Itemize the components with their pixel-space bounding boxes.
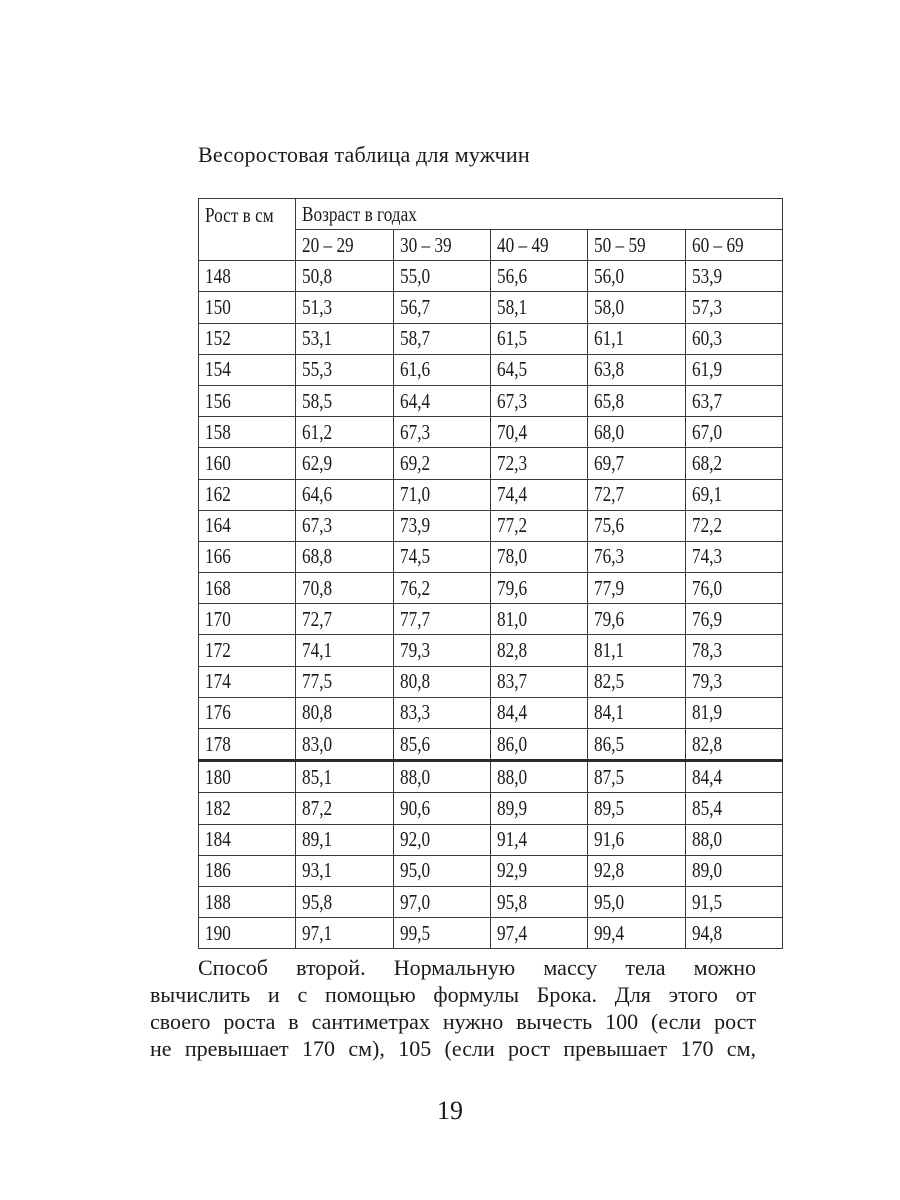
weight-cell: 72,2 <box>685 510 782 541</box>
weight-cell: 78,0 <box>490 541 587 572</box>
table-row <box>199 918 783 949</box>
height-cell: 152 <box>199 323 296 354</box>
weight-cell: 79,3 <box>685 666 782 697</box>
age-group-cell: 30 – 39 <box>393 230 490 261</box>
table-row <box>199 510 783 541</box>
weight-cell: 69,1 <box>685 479 782 510</box>
table-row <box>199 261 783 292</box>
weight-cell: 61,6 <box>393 354 490 385</box>
weight-cell: 93,1 <box>296 855 393 886</box>
body-paragraph <box>150 954 756 1062</box>
weight-cell: 72,3 <box>490 448 587 479</box>
paragraph-line: вычислить и с помощью формулы Брока. Для этого от <box>150 982 756 1007</box>
weight-cell: 74,4 <box>490 479 587 510</box>
weight-cell: 76,9 <box>685 604 782 635</box>
table-row <box>199 573 783 604</box>
table-row <box>199 855 783 886</box>
weight-cell: 80,8 <box>393 666 490 697</box>
weight-cell: 63,8 <box>588 354 685 385</box>
weight-cell: 53,1 <box>296 323 393 354</box>
weight-cell: 88,0 <box>393 761 490 793</box>
height-cell: 154 <box>199 354 296 385</box>
age-group-cell: 20 – 29 <box>296 230 393 261</box>
weight-cell: 88,0 <box>685 824 782 855</box>
weight-cell: 89,0 <box>685 855 782 886</box>
weight-cell: 76,0 <box>685 573 782 604</box>
height-cell: 162 <box>199 479 296 510</box>
weight-cell: 56,0 <box>588 261 685 292</box>
weight-cell: 64,5 <box>490 354 587 385</box>
weight-cell: 80,8 <box>296 697 393 728</box>
weight-cell: 95,8 <box>490 886 587 917</box>
weight-cell: 71,0 <box>393 479 490 510</box>
weight-cell: 91,4 <box>490 824 587 855</box>
page-number: 19 <box>437 1096 463 1125</box>
weight-cell: 92,8 <box>588 855 685 886</box>
table-body <box>199 261 783 949</box>
weight-cell: 81,9 <box>685 697 782 728</box>
weight-cell: 82,5 <box>588 666 685 697</box>
table-row <box>199 417 783 448</box>
weight-cell: 68,2 <box>685 448 782 479</box>
weight-cell: 89,9 <box>490 793 587 824</box>
weight-cell: 87,2 <box>296 793 393 824</box>
weight-cell: 83,0 <box>296 729 393 761</box>
weight-cell: 70,8 <box>296 573 393 604</box>
weight-cell: 58,1 <box>490 292 587 323</box>
weight-cell: 63,7 <box>685 385 782 416</box>
paragraph-line: не превышает 170 см), 105 (если рост превышает 170 см, <box>150 1036 756 1061</box>
weight-cell: 95,0 <box>588 886 685 917</box>
table-row <box>199 824 783 855</box>
weight-cell: 77,2 <box>490 510 587 541</box>
height-cell: 190 <box>199 918 296 949</box>
weight-cell: 69,2 <box>393 448 490 479</box>
weight-cell: 61,9 <box>685 354 782 385</box>
age-group-cell: 50 – 59 <box>588 230 685 261</box>
height-cell: 160 <box>199 448 296 479</box>
table-row <box>199 541 783 572</box>
weight-cell: 84,1 <box>588 697 685 728</box>
table-title: Весоростовая таблица для мужчин <box>198 142 530 167</box>
height-cell: 158 <box>199 417 296 448</box>
table-row <box>199 886 783 917</box>
weight-cell: 91,6 <box>588 824 685 855</box>
weight-cell: 97,4 <box>490 918 587 949</box>
weight-cell: 84,4 <box>490 697 587 728</box>
table-row <box>199 761 783 793</box>
height-cell: 172 <box>199 635 296 666</box>
weight-cell: 51,3 <box>296 292 393 323</box>
height-cell: 156 <box>199 385 296 416</box>
height-cell: 148 <box>199 261 296 292</box>
table-row <box>199 635 783 666</box>
table-row <box>199 729 783 761</box>
weight-cell: 58,7 <box>393 323 490 354</box>
height-cell: 176 <box>199 697 296 728</box>
age-group-cell: 40 – 49 <box>490 230 587 261</box>
height-cell: 180 <box>199 761 296 793</box>
weight-cell: 74,3 <box>685 541 782 572</box>
weight-cell: 78,3 <box>685 635 782 666</box>
weight-cell: 68,8 <box>296 541 393 572</box>
weight-cell: 79,3 <box>393 635 490 666</box>
weight-cell: 81,0 <box>490 604 587 635</box>
weight-cell: 97,1 <box>296 918 393 949</box>
weight-cell: 61,5 <box>490 323 587 354</box>
weight-cell: 56,6 <box>490 261 587 292</box>
weight-cell: 64,4 <box>393 385 490 416</box>
table-row <box>199 323 783 354</box>
weight-cell: 89,5 <box>588 793 685 824</box>
height-cell: 186 <box>199 855 296 886</box>
weight-cell: 83,7 <box>490 666 587 697</box>
weight-cell: 85,1 <box>296 761 393 793</box>
weight-cell: 95,8 <box>296 886 393 917</box>
weight-cell: 85,6 <box>393 729 490 761</box>
weight-cell: 55,3 <box>296 354 393 385</box>
table-row <box>199 385 783 416</box>
weight-cell: 65,8 <box>588 385 685 416</box>
weight-cell: 72,7 <box>296 604 393 635</box>
weight-cell: 53,9 <box>685 261 782 292</box>
weight-cell: 81,1 <box>588 635 685 666</box>
height-cell: 182 <box>199 793 296 824</box>
weight-cell: 95,0 <box>393 855 490 886</box>
weight-cell: 50,8 <box>296 261 393 292</box>
table-row <box>199 666 783 697</box>
weight-cell: 57,3 <box>685 292 782 323</box>
weight-cell: 77,5 <box>296 666 393 697</box>
height-cell: 178 <box>199 729 296 761</box>
weight-cell: 74,1 <box>296 635 393 666</box>
weight-cell: 90,6 <box>393 793 490 824</box>
weight-cell: 60,3 <box>685 323 782 354</box>
weight-cell: 92,9 <box>490 855 587 886</box>
table-row <box>199 604 783 635</box>
weight-cell: 68,0 <box>588 417 685 448</box>
height-cell: 184 <box>199 824 296 855</box>
weight-cell: 91,5 <box>685 886 782 917</box>
weight-cell: 82,8 <box>490 635 587 666</box>
table-row <box>199 793 783 824</box>
weight-cell: 64,6 <box>296 479 393 510</box>
weight-cell: 89,1 <box>296 824 393 855</box>
weight-cell: 82,8 <box>685 729 782 761</box>
weight-cell: 67,0 <box>685 417 782 448</box>
weight-cell: 94,8 <box>685 918 782 949</box>
weight-cell: 67,3 <box>296 510 393 541</box>
weight-cell: 76,2 <box>393 573 490 604</box>
weight-cell: 67,3 <box>393 417 490 448</box>
weight-cell: 99,5 <box>393 918 490 949</box>
table-row <box>199 354 783 385</box>
weight-cell: 85,4 <box>685 793 782 824</box>
weight-cell: 77,7 <box>393 604 490 635</box>
weight-cell: 67,3 <box>490 385 587 416</box>
weight-cell: 61,1 <box>588 323 685 354</box>
weight-cell: 87,5 <box>588 761 685 793</box>
table-row <box>199 479 783 510</box>
weight-cell: 86,0 <box>490 729 587 761</box>
table-row <box>199 697 783 728</box>
paragraph-line: Способ второй. Нормальную массу тела можно <box>198 955 756 980</box>
weight-cell: 69,7 <box>588 448 685 479</box>
height-cell: 150 <box>199 292 296 323</box>
weight-cell: 76,3 <box>588 541 685 572</box>
weight-cell: 83,3 <box>393 697 490 728</box>
height-cell: 188 <box>199 886 296 917</box>
age-group-header: Возраст в годах <box>296 199 783 230</box>
weight-cell: 84,4 <box>685 761 782 793</box>
weight-cell: 92,0 <box>393 824 490 855</box>
weight-cell: 72,7 <box>588 479 685 510</box>
height-cell: 166 <box>199 541 296 572</box>
weight-cell: 75,6 <box>588 510 685 541</box>
weight-cell: 77,9 <box>588 573 685 604</box>
height-column-header: Рост в см <box>199 199 296 261</box>
weight-cell: 79,6 <box>490 573 587 604</box>
height-cell: 168 <box>199 573 296 604</box>
weight-cell: 99,4 <box>588 918 685 949</box>
weight-height-table <box>198 198 783 949</box>
age-group-cell: 60 – 69 <box>685 230 782 261</box>
weight-cell: 97,0 <box>393 886 490 917</box>
weight-cell: 73,9 <box>393 510 490 541</box>
weight-cell: 70,4 <box>490 417 587 448</box>
table-row <box>199 448 783 479</box>
weight-cell: 58,5 <box>296 385 393 416</box>
weight-cell: 74,5 <box>393 541 490 572</box>
paragraph-line: своего роста в сантиметрах нужно вычесть 100 (если рост <box>150 1009 756 1034</box>
weight-cell: 62,9 <box>296 448 393 479</box>
table-header-row <box>199 199 783 230</box>
height-cell: 170 <box>199 604 296 635</box>
height-cell: 164 <box>199 510 296 541</box>
weight-cell: 79,6 <box>588 604 685 635</box>
weight-cell: 58,0 <box>588 292 685 323</box>
height-cell: 174 <box>199 666 296 697</box>
weight-cell: 88,0 <box>490 761 587 793</box>
weight-cell: 55,0 <box>393 261 490 292</box>
weight-cell: 56,7 <box>393 292 490 323</box>
weight-cell: 61,2 <box>296 417 393 448</box>
table-row <box>199 292 783 323</box>
weight-cell: 86,5 <box>588 729 685 761</box>
